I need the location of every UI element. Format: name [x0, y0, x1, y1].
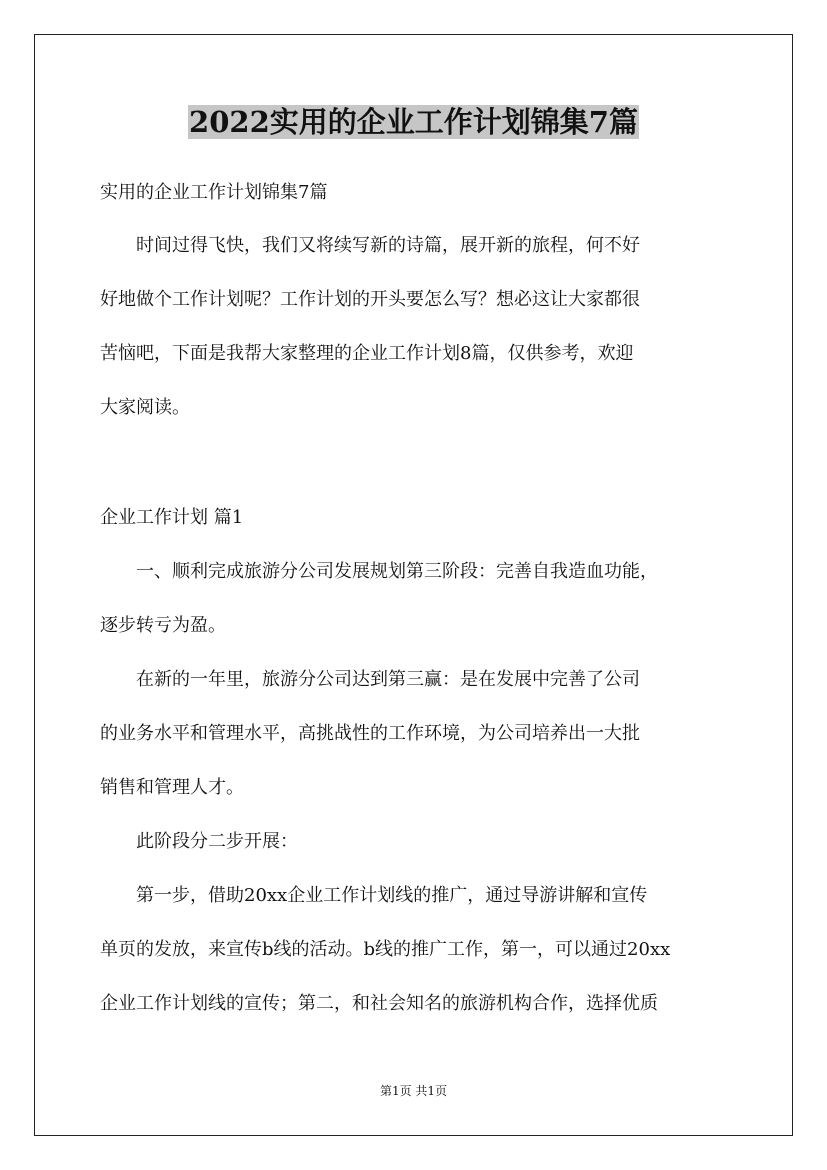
document-subtitle: 实用的企业工作计划锦集7篇 [100, 182, 328, 203]
section-heading: 企业工作计划 篇1 [100, 507, 244, 528]
intro-line: 时间过得飞快，我们又将续写新的诗篇，展开新的旅程，何不好 [100, 235, 640, 256]
body-line: 企业工作计划线的宣传；第二，和社会知名的旅游机构合作，选择优质 [100, 993, 658, 1014]
body-line: 一、顺利完成旅游分公司发展规划第三阶段：完善自我造血功能， [100, 561, 658, 582]
document-title: 2022实用的企业工作计划锦集7篇 [189, 105, 638, 139]
body-line: 在新的一年里，旅游分公司达到第三赢：是在发展中完善了公司 [100, 669, 640, 690]
body-line: 销售和管理人才。 [100, 777, 244, 798]
intro-line: 苦恼吧，下面是我帮大家整理的企业工作计划8篇，仅供参考，欢迎 [100, 343, 634, 364]
body-line: 此阶段分二步开展： [100, 831, 298, 852]
page-footer: 第1页 共1页 [379, 1084, 448, 1098]
body-line: 逐步转亏为盈。 [100, 615, 226, 636]
body-line: 的业务水平和管理水平，高挑战性的工作环境，为公司培养出一大批 [100, 723, 640, 744]
body-line: 单页的发放，来宣传b线的活动。b线的推广工作，第一，可以通过20xx [100, 939, 671, 960]
intro-line: 好地做个工作计划呢？工作计划的开头要怎么写？想必这让大家都很 [100, 289, 640, 310]
body-line: 第一步，借助20xx企业工作计划线的推广，通过导游讲解和宣传 [100, 885, 648, 906]
intro-line: 大家阅读。 [100, 397, 190, 418]
